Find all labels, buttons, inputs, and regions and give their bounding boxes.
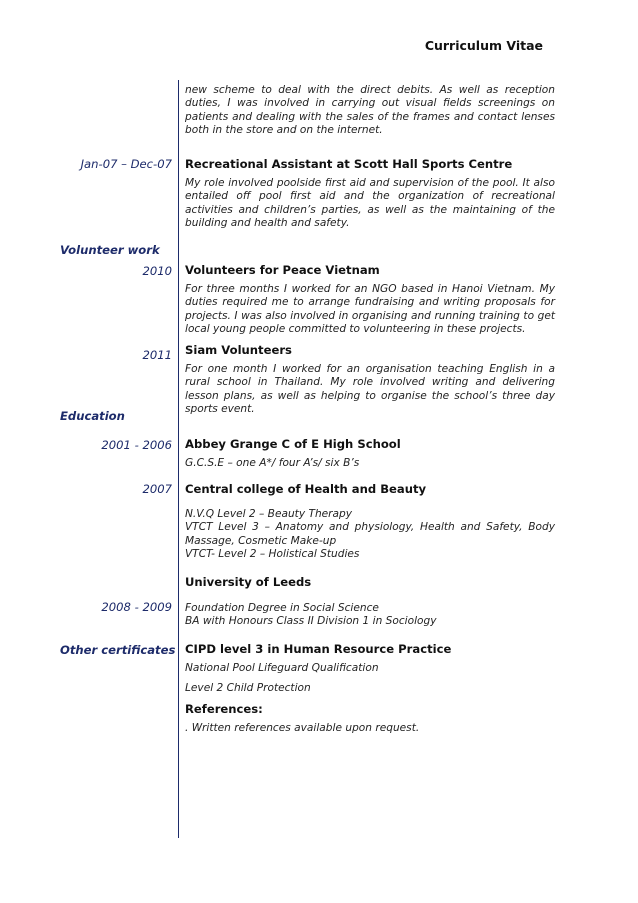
volunteer-description: For three months I worked for an NGO based in Hanoi Vietnam. My duties required me to arrange fundraising and writing proposals for projects. I was also involved in organising and running training to get local young people committed to volunteering in these projects. <box>185 283 555 336</box>
education-detail-line: N.V.Q Level 2 – Beauty Therapy <box>185 508 353 520</box>
education-details <box>185 602 555 629</box>
certificate-item: National Pool Lifeguard Qualification <box>185 662 379 674</box>
education-details <box>185 457 555 470</box>
timeline-divider <box>178 80 179 838</box>
education-details <box>185 508 555 562</box>
section-heading-volunteer: Volunteer work <box>60 243 160 257</box>
certificate-item: Level 2 Child Protection <box>185 682 311 694</box>
education-title: University of Leeds <box>185 575 312 589</box>
education-date: 2001 - 2006 <box>101 438 172 452</box>
certificate-title: CIPD level 3 in Human Resource Practice <box>185 642 452 656</box>
job-title: Recreational Assistant at Scott Hall Sports Centre <box>185 157 513 171</box>
volunteer-date: 2011 <box>142 348 172 362</box>
intro-paragraph: new scheme to deal with the direct debits. As well as reception duties, I was involved in carrying out visual fields screenings on patients and dealing with the sales of the frames and contact lenses both in the store and on the internet. <box>185 84 555 137</box>
education-detail-line: BA with Honours Class II Division 1 in Sociology <box>185 615 437 628</box>
education-detail-line: Foundation Degree in Social Science <box>185 602 379 614</box>
education-date: 2008 - 2009 <box>101 600 172 614</box>
volunteer-title: Volunteers for Peace Vietnam <box>185 263 380 277</box>
education-date: 2007 <box>142 482 172 496</box>
references-text: . Written references available upon request. <box>185 722 420 734</box>
section-heading-education: Education <box>60 409 125 423</box>
education-title: Central college of Health and Beauty <box>185 482 427 496</box>
education-title: Abbey Grange C of E High School <box>185 437 401 451</box>
job-description: My role involved poolside first aid and supervision of the pool. It also entailed off pool first aid and the organization of recreational activities and children’s parties, as well as the maintaining of the building and health and safety. <box>185 177 555 230</box>
job-date: Jan-07 – Dec-07 <box>80 157 172 171</box>
document-title: Curriculum Vitae <box>424 38 543 53</box>
volunteer-title: Siam Volunteers <box>185 343 292 357</box>
education-detail-line: VTCT- Level 2 – Holistical Studies <box>185 548 360 561</box>
references-heading: References: <box>185 702 263 716</box>
education-detail-line: VTCT Level 3 – Anatomy and physiology, Health and Safety, Body Massage, Cosmetic Make-up <box>185 521 555 547</box>
section-heading-certificates: Other certificates <box>60 643 176 657</box>
education-detail-line: G.C.S.E – one A*/ four A’s/ six B’s <box>185 457 360 469</box>
volunteer-description: For one month I worked for an organisation teaching English in a rural school in Thailand. My role involved writing and delivering lesson plans, as well as helping to organise the school’s three day sports event. <box>185 363 555 416</box>
volunteer-date: 2010 <box>142 264 172 278</box>
